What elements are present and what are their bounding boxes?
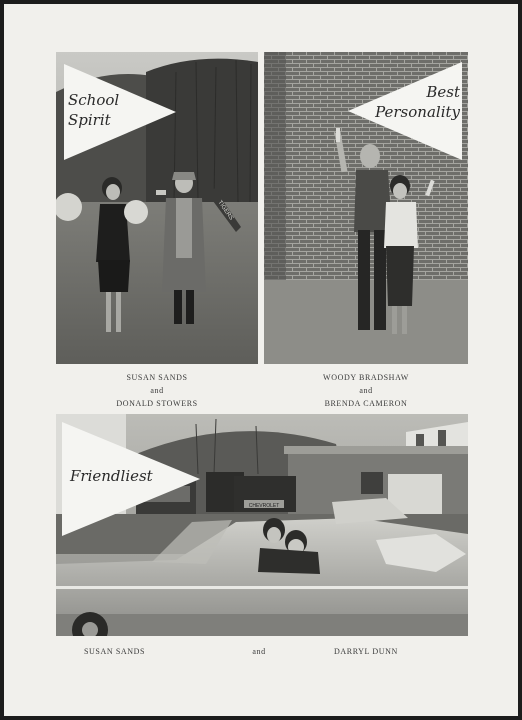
school-spirit-caption	[56, 371, 258, 410]
title-line: Friendliest	[70, 467, 153, 485]
caption-line: DONALD STOWERS	[116, 399, 198, 408]
caption-line: and	[150, 386, 164, 395]
caption-line: BRENDA CAMERON	[324, 399, 408, 408]
best-personality-title	[375, 82, 460, 122]
best-personality-caption	[264, 371, 468, 410]
yearbook-page	[4, 4, 518, 716]
friendliest-title	[70, 466, 153, 486]
tigers-pennant-text: TIGERS	[216, 199, 235, 222]
caption-line: WOODY BRADSHAW	[323, 373, 409, 382]
title-line: School	[68, 91, 120, 109]
title-line: Personality	[375, 103, 460, 121]
caption-line: SUSAN SANDS	[126, 373, 188, 382]
friendliest-photo	[56, 414, 468, 636]
friendliest-caption-and: and	[252, 647, 266, 656]
friendliest-caption-right: DARRYL DUNN	[334, 647, 398, 656]
school-spirit-photo	[56, 52, 258, 364]
title-line: Best	[426, 83, 460, 101]
chevrolet-grille-text: CHEVROLET	[248, 503, 280, 509]
caption-line: and	[359, 386, 373, 395]
best-personality-photo	[264, 52, 468, 364]
friendliest-caption-left: SUSAN SANDS	[84, 647, 146, 656]
title-line: Spirit	[68, 111, 111, 129]
school-spirit-title	[68, 90, 119, 130]
